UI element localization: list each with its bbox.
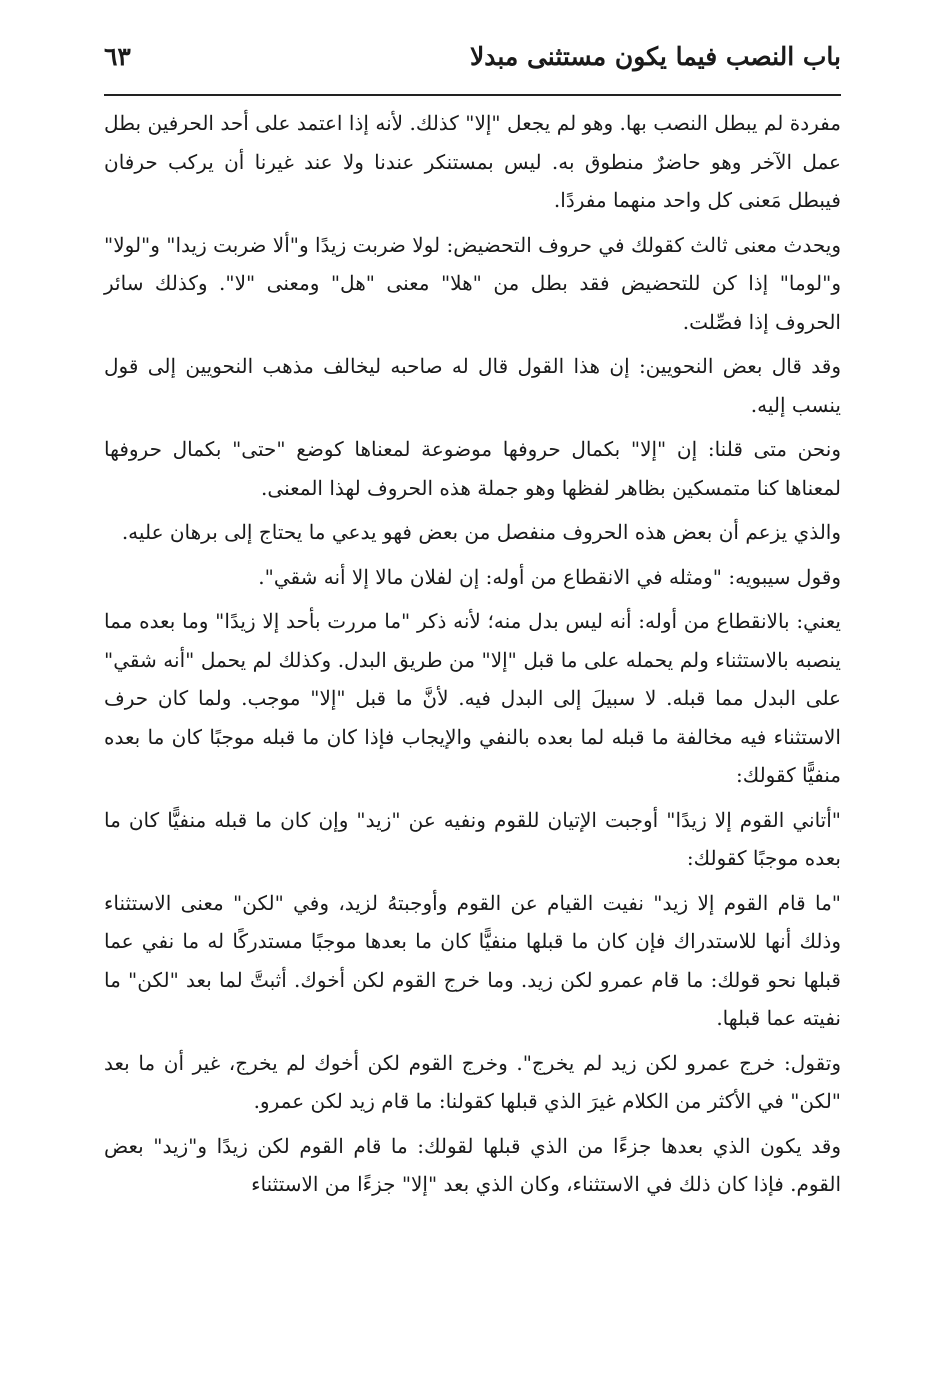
paragraph: وقول سيبويه: "ومثله في الانقطاع من أوله: إن لفلان مالا إلا أنه شقي". — [258, 564, 841, 589]
paragraph: وقد يكون الذي بعدها جزءًا من الذي قبلها لقولك: ما قام القوم لكن زيدًا و"زيد" بعض القوم. فإذا كان ذلك في الاستثناء، وكان الذي بعد "إلا" جزءًا من الاستثناء — [104, 1133, 841, 1196]
paragraph: ونحن متى قلنا: إن "إلا" بكمال حروفها موضوعة لمعناها كوضع "حتى" بكمال حروفها لمعناها كنا متمسكين بظاهر لفظها وهو جملة هذه الحروف لهذا المعنى. — [104, 437, 841, 500]
paragraph: وتقول: خرج عمرو لكن زيد لم يخرج". وخرج القوم لكن أخوك لم يخرج، غير أن ما بعد "لكن" في الأكثر من الكلام غيرَ الذي قبلها كقولنا: ما قام زيد لكن عمرو. — [104, 1050, 841, 1113]
page-number: ٦٣ — [104, 42, 131, 71]
paragraph: مفردة لم يبطل النصب بها. وهو لم يجعل "إلا" كذلك. لأنه إذا اعتمد على أحد الحرفين بطل عمل الآخر وهو حاضرٌ منطوق به. ليس بمستنكر عندنا ولا عند غيرنا أن يركب حرفان فيبطل مَعنى كل واحد منهما مفردًا. — [104, 111, 841, 212]
paragraph: والذي يزعم أن بعض هذه الحروف منفصل من بعض فهو يدعي ما يحتاج إلى برهان عليه. — [121, 520, 841, 544]
page-body — [104, 104, 841, 1210]
paragraph: وقد قال بعض النحويين: إن هذا القول قال له صاحبه ليخالف مذهب النحويين إلى قول ينسب إليه. — [104, 354, 841, 417]
paragraph: يعني: بالانقطاع من أوله: أنه ليس بدل منه؛ لأنه ذكر "ما مررت بأحد إلا زيدًا" وما بعده مما ينصبه بالاستثناء ولم يحمله على ما قبل "إلا" من طريق البدل. وكذلك لم يحمل "أنه شقي" على البدل مما قبله. لا سبيلَ إلى البدل فيه. لأنَّ ما قبل "إلا" موجب. ولما كان حرف الاستثناء فيه مخالفة ما قبله لما بعده بالنفي والإيجاب فإذا كان ما قبله موجبًا كان ما بعده منفيًّا كقولك: — [104, 609, 841, 787]
page-header — [104, 32, 841, 84]
paragraph: "ما قام القوم إلا زيد" نفيت القيام عن القوم وأوجبتهُ لزيد، وفي "لكن" معنى الاستثناء وذلك أنها للاستدراك فإن كان ما قبلها منفيًّا كان ما بعدها موجبًا مستدركًا له ما نفي عما قبلها نحو قولك: ما قام عمرو لكن زيد. وما خرج القوم لكن أخوك. أثبتَّ لما بعد "لكن" ما نفيته عما قبلها. — [104, 890, 841, 1030]
paragraph: ويحدث معنى ثالث كقولك في حروف التحضيض: لولا ضربت زيدًا و"ألا ضربت زيدا" و"لولا" و"لوما" إذا كن للتحضيض فقد بطل من "هلا" معنى "هل" ومعنى "لا". وكذلك سائر الحروف إذا فصِّلت. — [104, 232, 841, 334]
chapter-title: باب النصب فيما يكون مستثنى مبدلا — [469, 42, 841, 71]
paragraph: "أتاني القوم إلا زيدًا" أوجبت الإتيان للقوم ونفيه عن "زيد" وإن كان ما قبله منفيًّا كان ما بعده موجبًا كقولك: — [104, 807, 841, 870]
header-divider — [104, 94, 841, 96]
